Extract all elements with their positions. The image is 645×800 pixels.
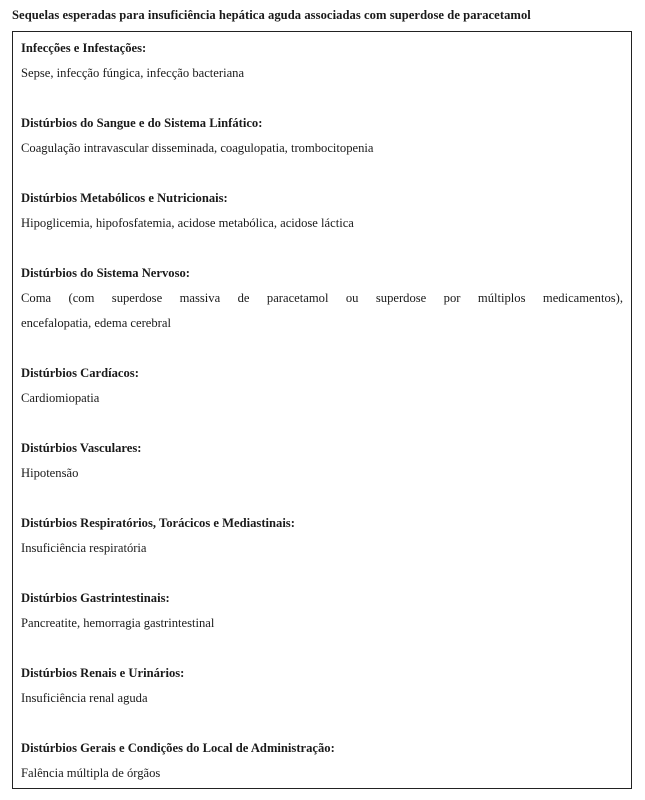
section-heading: Distúrbios do Sangue e do Sistema Linfático:: [21, 116, 263, 130]
section-text: Coagulação intravascular disseminada, coagulopatia, trombocitopenia: [21, 141, 374, 155]
section-gastrointestinal: [21, 586, 623, 636]
section-spacer: [21, 336, 623, 361]
section-text: Insuficiência respiratória: [21, 541, 147, 555]
section-heading: Infecções e Infestações:: [21, 41, 147, 55]
section-respiratory: [21, 511, 623, 561]
section-renal-urinary: [21, 661, 623, 711]
section-heading: Distúrbios Gastrintestinais:: [21, 591, 170, 605]
section-heading: Distúrbios Vasculares:: [21, 441, 142, 455]
section-text: Sepse, infecção fúngica, infecção bacteriana: [21, 66, 245, 80]
section-spacer: [21, 161, 623, 186]
section-text: Hipoglicemia, hipofosfatemia, acidose metabólica, acidose láctica: [21, 216, 354, 230]
section-heading: Distúrbios Respiratórios, Torácicos e Mediastinais:: [21, 516, 295, 530]
section-text: encefalopatia, edema cerebral: [21, 316, 171, 330]
section-spacer: [21, 411, 623, 436]
section-text: Insuficiência renal aguda: [21, 691, 148, 705]
section-text: Pancreatite, hemorragia gastrintestinal: [21, 616, 215, 630]
section-metabolic: [21, 186, 623, 236]
section-spacer: [21, 86, 623, 111]
section-heading: Distúrbios Cardíacos:: [21, 366, 139, 380]
section-heading: Distúrbios Gerais e Condições do Local de Administração:: [21, 741, 335, 755]
section-spacer: [21, 636, 623, 661]
document-title: Sequelas esperadas para insuficiência hepática aguda associadas com superdose de paracetamol: [12, 8, 531, 22]
section-text: Coma (com superdose massiva de paracetamol ou superdose por múltiplos medicamentos),: [21, 291, 623, 305]
section-text: Cardiomiopatia: [21, 391, 100, 405]
section-vascular: [21, 436, 623, 486]
section-nervous-system: [21, 261, 623, 336]
section-infections: [21, 36, 623, 86]
section-text: Falência múltipla de órgãos: [21, 766, 161, 780]
section-heading: Distúrbios Metabólicos e Nutricionais:: [21, 191, 228, 205]
section-spacer: [21, 561, 623, 586]
sequelae-table: [12, 31, 632, 789]
section-heading: Distúrbios Renais e Urinários:: [21, 666, 185, 680]
section-blood-lymphatic: [21, 111, 623, 161]
section-spacer: [21, 711, 623, 736]
section-spacer: [21, 236, 623, 261]
section-spacer: [21, 486, 623, 511]
section-heading: Distúrbios do Sistema Nervoso:: [21, 266, 190, 280]
section-general-conditions: [21, 736, 623, 786]
section-cardiac: [21, 361, 623, 411]
section-text: Hipotensão: [21, 466, 79, 480]
